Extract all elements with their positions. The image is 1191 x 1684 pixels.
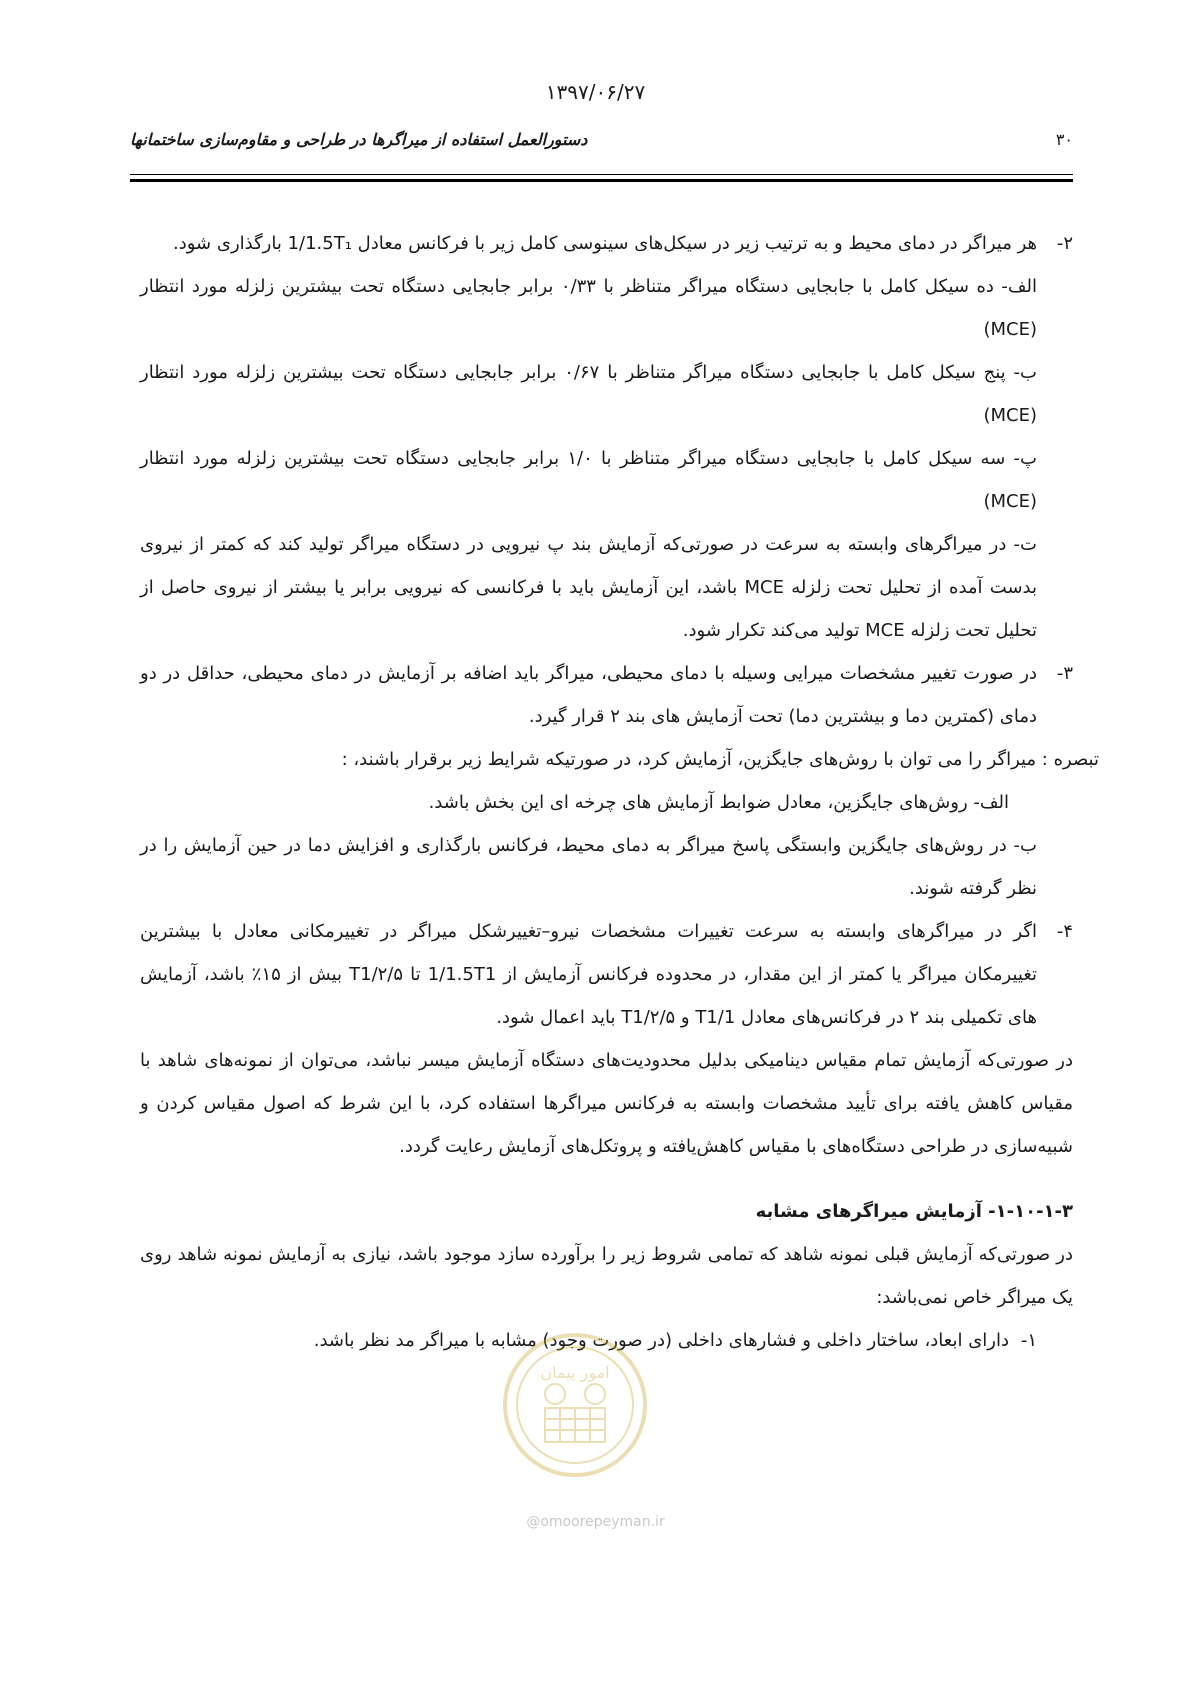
list-number: ۱- — [1020, 1330, 1037, 1351]
section-heading: ۱-۱۰-۱-۳- آزمایش میراگرهای مشابه — [755, 1201, 1073, 1222]
list-item-2 — [140, 222, 1073, 265]
list-text: دارای ابعاد، ساختار داخلی و فشارهای داخلی (در صورت وجود) مشابه با میراگر مد نظر باشد. — [313, 1330, 1009, 1351]
sub-item-pe: پ- سه سیکل کامل با جابجایی دستگاه میراگر متناظر با ۱/۰ برابر جابجایی دستگاه تحت بیشترین زلزله مورد انتظار (MCE) — [140, 448, 1037, 512]
list-number: ۳- — [1056, 663, 1073, 684]
document-date: ۱۳۹۷/۰۶/۲۷ — [545, 80, 646, 104]
sub-item-alef: الف- ده سیکل کامل با جابجایی دستگاه میراگر متناظر با ۰/۳۳ برابر جابجایی دستگاه تحت بیشترین زلزله مورد انتظار (MCE) — [140, 276, 1037, 340]
document-body — [140, 222, 1099, 1362]
list-number: ۲- — [1056, 233, 1073, 254]
similar-dampers-paragraph: در صورتی‌که آزمایش قبلی نمونه شاهد که تمامی شروط زیر را برآورده سازد موجود باشد، نیازی به آزمایش نمونه شاهد روی یک میراگر خاص نمی‌باشد: — [140, 1244, 1073, 1308]
watermark-seal-icon — [500, 1330, 650, 1480]
list-text: در صورت تغییر مشخصات میرایی وسیله با دمای محیطی، میراگر باید اضافه بر آزمایش در دمای محیطی، حداقل در دو دمای (کمترین دما و بیشترین دما) تحت آزمایش های بند ۲ قرار گیرد. — [140, 663, 1037, 727]
page-number: ۳۰ — [1055, 130, 1073, 149]
list-number: ۴- — [1056, 921, 1073, 942]
scale-test-paragraph: در صورتی‌که آزمایش تمام مقیاس دینامیکی بدلیل محدودیت‌های دستگاه آزمایش میسر نباشد، می‌توان از نمونه‌های شاهد با مقیاس کاهش یافته برای تأیید مشخصات وابسته به فرکانس میراگرها استفاده کرد، با این شرط که اصول مقیاس کردن و شبیه‌سازی در طراحی دستگاه‌های با مقیاس کاهش‌یافته و پروتکل‌های آزمایش رعایت گردد. — [140, 1050, 1073, 1157]
header-rule-thin — [130, 174, 1073, 175]
seal-text: امور پیمان — [540, 1363, 610, 1382]
sub-item-te: ت- در میراگرهای وابسته به سرعت در صورتی‌که آزمایش بند پ نیرویی در دستگاه میراگر تولید کند که کمتر از نیروی بدست آمده از تحلیل تحت زلزله MCE باشد، این آزمایش باید با فرکانسی که نیرویی برابر یا بیشتر از نیروی حاصل از تحلیل تحت زلزله MCE تولید می‌کند تکرار شود. — [140, 534, 1037, 641]
note-paragraph: تبصره : میراگر را می توان با روش‌های جایگزین، آزمایش کرد، در صورتیکه شرایط زیر برقرار باشند، : — [341, 749, 1099, 770]
list-text: هر میراگر در دمای محیط و به ترتیب زیر در سیکل‌های سینوسی کامل زیر با فرکانس معادل 1/1.5T₁ بارگذاری شود. — [173, 233, 1037, 254]
note-item-alef: الف- روش‌های جایگزین، معادل ضوابط آزمایش های چرخه ای این بخش باشد. — [428, 792, 1009, 813]
list-item-4 — [140, 910, 1073, 1039]
list-item-3 — [140, 652, 1073, 738]
note-item-be: ب- در روش‌های جایگزین وابستگی پاسخ میراگر به دمای محیط، فرکانس بارگذاری و افزایش دما در حین آزمایش را در نظر گرفته شوند. — [140, 835, 1037, 899]
watermark-url: @omoorepeyman.ir — [526, 1514, 665, 1530]
list-text: اگر در میراگرهای وابسته به سرعت تغییرات مشخصات نیرو–تغییرشکل میراگر در تغییرمکانی معادل با بیشترین تغییرمکان میراگر یا کمتر از این مقدار، در محدوده فرکانس آزمایش از 1/1.5T1 تا ۲/۵/T1 بیش از ۱۵٪ باشد، آزمایش های تکمیلی بند ۲ در فرکانس‌های معادل 1/T1 و ۲/۵/T1 باید اعمال شود. — [140, 921, 1038, 1028]
running-header-title: دستورالعمل استفاده از میراگرها در طراحی و مقاوم‌سازی ساختمانها — [130, 130, 588, 149]
sub-item-be: ب- پنج سیکل کامل با جابجایی دستگاه میراگر متناظر با ۰/۶۷ برابر جابجایی دستگاه تحت بیشترین زلزله مورد انتظار (MCE) — [140, 362, 1037, 426]
header-rule-thick — [130, 179, 1073, 182]
